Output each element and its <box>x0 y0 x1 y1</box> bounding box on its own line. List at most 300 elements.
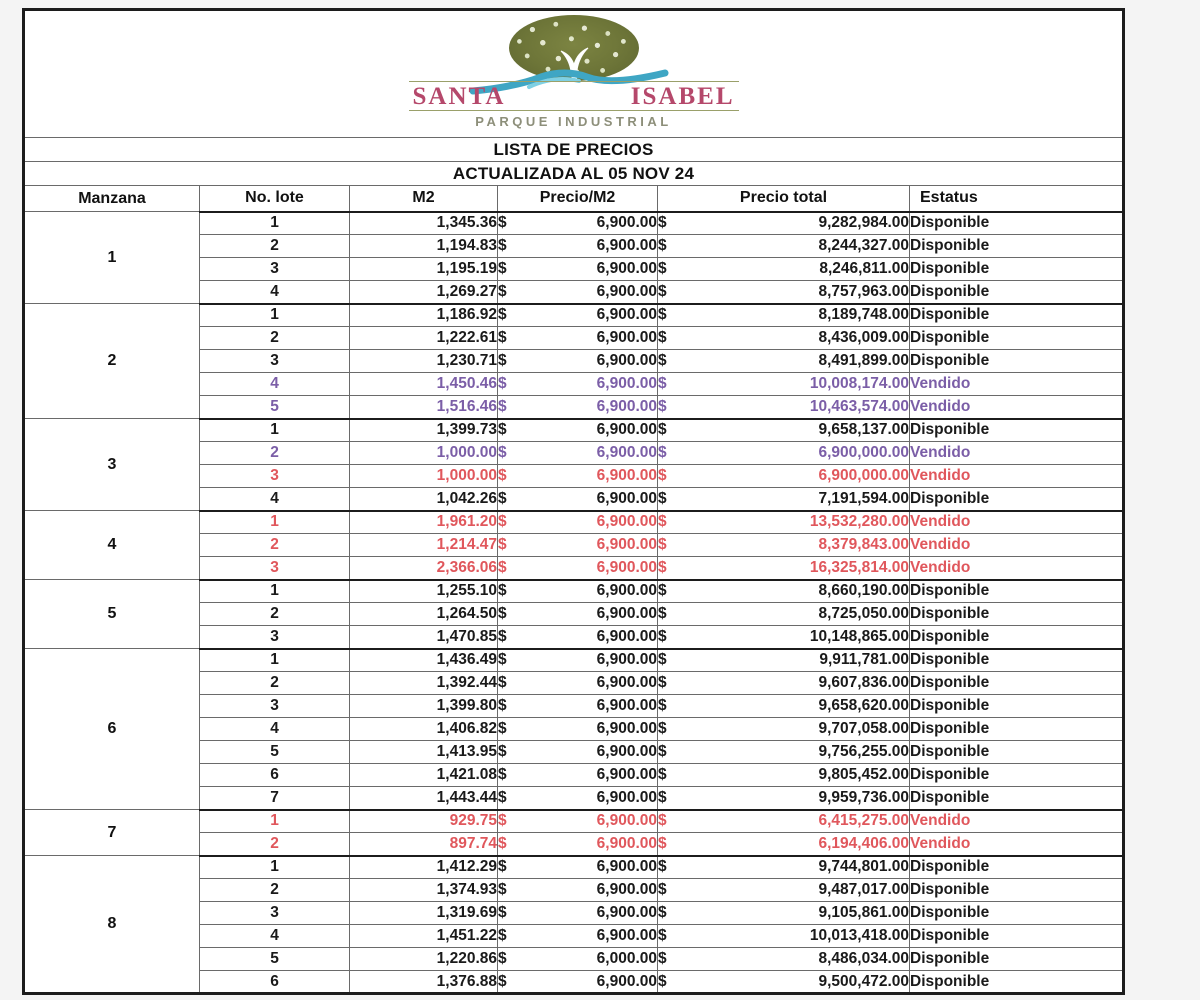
currency-symbol: $ <box>658 558 667 576</box>
lote-number: 4 <box>200 925 350 948</box>
lote-number: 1 <box>200 649 350 672</box>
lot-area-m2: 1,516.46 <box>350 396 498 419</box>
lot-area-m2: 929.75 <box>350 810 498 833</box>
price-per-m2-value: 6,900.00 <box>596 467 657 484</box>
price-per-m2 <box>498 948 658 971</box>
currency-symbol: $ <box>498 397 507 415</box>
total-price-value: 9,658,137.00 <box>818 421 909 439</box>
status-badge: Disponible <box>910 856 1124 879</box>
status-badge: Disponible <box>910 350 1124 373</box>
price-per-m2-value: 6,900.00 <box>596 329 657 346</box>
currency-symbol: $ <box>658 375 667 392</box>
table-row <box>24 810 1124 833</box>
currency-symbol: $ <box>498 881 507 898</box>
currency-symbol: $ <box>498 421 507 439</box>
currency-symbol: $ <box>498 904 507 921</box>
list-updated-date: ACTUALIZADA AL 05 NOV 24 <box>24 162 1124 186</box>
currency-symbol: $ <box>498 927 507 944</box>
total-price <box>658 373 910 396</box>
price-per-m2-value: 6,900.00 <box>596 444 657 461</box>
total-price-value: 9,911,781.00 <box>819 651 909 669</box>
brand-subtitle: PARQUE INDUSTRIAL <box>475 114 672 129</box>
total-price-value: 10,013,418.00 <box>809 927 909 944</box>
status-badge: Vendido <box>910 833 1124 856</box>
status-badge: Disponible <box>910 718 1124 741</box>
manzana-number: 3 <box>24 419 200 511</box>
total-price-value: 9,658,620.00 <box>818 697 909 714</box>
lote-number: 3 <box>200 465 350 488</box>
price-per-m2-value: 6,900.00 <box>596 904 657 921</box>
total-price-value: 10,463,574.00 <box>809 397 909 415</box>
manzana-number: 6 <box>24 649 200 810</box>
total-price-value: 8,244,327.00 <box>818 237 909 254</box>
lot-area-m2: 1,412.29 <box>350 856 498 879</box>
price-per-m2-value: 6,900.00 <box>596 513 657 531</box>
lote-number: 4 <box>200 718 350 741</box>
total-price-value: 6,194,406.00 <box>818 834 909 852</box>
lot-area-m2: 1,269.27 <box>350 281 498 304</box>
total-price <box>658 603 910 626</box>
total-price-value: 9,282,984.00 <box>818 214 909 232</box>
currency-symbol: $ <box>498 651 507 669</box>
total-price-value: 8,189,748.00 <box>818 306 909 324</box>
total-price <box>658 465 910 488</box>
manzana-number: 2 <box>24 304 200 419</box>
currency-symbol: $ <box>498 812 507 830</box>
currency-symbol: $ <box>658 674 667 691</box>
status-badge: Disponible <box>910 741 1124 764</box>
price-per-m2-value: 6,900.00 <box>596 788 657 806</box>
total-price <box>658 304 910 327</box>
total-price-value: 9,756,255.00 <box>818 743 909 760</box>
price-per-m2 <box>498 603 658 626</box>
status-badge: Disponible <box>910 488 1124 511</box>
price-per-m2-value: 6,900.00 <box>596 927 657 944</box>
currency-symbol: $ <box>498 627 507 645</box>
tree-logo-graphic <box>409 13 739 85</box>
lote-number: 3 <box>200 258 350 281</box>
total-price-value: 9,105,861.00 <box>818 904 909 921</box>
status-badge: Disponible <box>910 603 1124 626</box>
price-per-m2-value: 6,900.00 <box>596 558 657 576</box>
price-per-m2-value: 6,900.00 <box>596 834 657 852</box>
price-per-m2-value: 6,900.00 <box>596 674 657 691</box>
lote-number: 3 <box>200 695 350 718</box>
price-per-m2 <box>498 741 658 764</box>
total-price-value: 10,148,865.00 <box>809 627 909 645</box>
currency-symbol: $ <box>658 421 667 439</box>
currency-symbol: $ <box>658 627 667 645</box>
lote-number: 5 <box>200 396 350 419</box>
total-price <box>658 856 910 879</box>
currency-symbol: $ <box>498 352 507 369</box>
currency-symbol: $ <box>658 282 667 300</box>
price-per-m2 <box>498 304 658 327</box>
currency-symbol: $ <box>498 260 507 277</box>
status-badge: Disponible <box>910 258 1124 281</box>
lote-number: 4 <box>200 488 350 511</box>
currency-symbol: $ <box>658 397 667 415</box>
lot-area-m2: 1,220.86 <box>350 948 498 971</box>
lote-number: 7 <box>200 787 350 810</box>
price-per-m2-value: 6,900.00 <box>596 881 657 898</box>
lote-number: 2 <box>200 603 350 626</box>
currency-symbol: $ <box>658 927 667 944</box>
status-badge: Disponible <box>910 971 1124 994</box>
total-price-value: 6,900,000.00 <box>818 444 909 461</box>
lot-area-m2: 1,345.36 <box>350 212 498 235</box>
table-row <box>24 649 1124 672</box>
currency-symbol: $ <box>658 329 667 346</box>
total-price-value: 8,436,009.00 <box>818 329 909 346</box>
price-per-m2 <box>498 212 658 235</box>
currency-symbol: $ <box>498 214 507 232</box>
status-badge: Disponible <box>910 672 1124 695</box>
lote-number: 4 <box>200 281 350 304</box>
total-price <box>658 235 910 258</box>
currency-symbol: $ <box>498 444 507 461</box>
status-badge: Vendido <box>910 557 1124 580</box>
lot-area-m2: 1,186.92 <box>350 304 498 327</box>
price-per-m2 <box>498 971 658 994</box>
currency-symbol: $ <box>498 489 507 507</box>
total-price <box>658 442 910 465</box>
status-badge: Disponible <box>910 327 1124 350</box>
currency-symbol: $ <box>658 651 667 669</box>
lote-number: 3 <box>200 902 350 925</box>
currency-symbol: $ <box>658 858 667 876</box>
price-per-m2 <box>498 856 658 879</box>
lot-area-m2: 1,042.26 <box>350 488 498 511</box>
currency-symbol: $ <box>658 766 667 783</box>
header-estatus: Estatus <box>910 186 1124 212</box>
status-badge: Disponible <box>910 212 1124 235</box>
lot-area-m2: 1,194.83 <box>350 235 498 258</box>
price-per-m2 <box>498 258 658 281</box>
price-per-m2 <box>498 465 658 488</box>
price-per-m2-value: 6,900.00 <box>596 536 657 553</box>
lote-number: 5 <box>200 741 350 764</box>
lot-area-m2: 1,000.00 <box>350 465 498 488</box>
status-badge: Vendido <box>910 396 1124 419</box>
currency-symbol: $ <box>658 513 667 531</box>
total-price-value: 9,500,472.00 <box>818 972 909 990</box>
price-per-m2 <box>498 879 658 902</box>
lote-number: 2 <box>200 327 350 350</box>
currency-symbol: $ <box>498 674 507 691</box>
total-price-value: 9,707,058.00 <box>818 720 909 737</box>
status-badge: Disponible <box>910 281 1124 304</box>
total-price <box>658 948 910 971</box>
currency-symbol: $ <box>658 444 667 461</box>
total-price <box>658 787 910 810</box>
table-row <box>24 212 1124 235</box>
currency-symbol: $ <box>498 582 507 600</box>
price-per-m2 <box>498 580 658 603</box>
status-badge: Vendido <box>910 465 1124 488</box>
currency-symbol: $ <box>498 858 507 876</box>
total-price <box>658 258 910 281</box>
lot-area-m2: 1,470.85 <box>350 626 498 649</box>
price-per-m2 <box>498 534 658 557</box>
brand-word-right: ISABEL <box>630 83 735 110</box>
status-badge: Disponible <box>910 235 1124 258</box>
total-price <box>658 396 910 419</box>
price-per-m2 <box>498 925 658 948</box>
manzana-number: 4 <box>24 511 200 580</box>
total-price-value: 8,246,811.00 <box>819 260 909 277</box>
total-price <box>658 511 910 534</box>
manzana-number: 1 <box>24 212 200 304</box>
price-per-m2-value: 6,900.00 <box>596 306 657 324</box>
lote-number: 3 <box>200 350 350 373</box>
status-badge: Disponible <box>910 649 1124 672</box>
price-per-m2-value: 6,900.00 <box>596 375 657 392</box>
currency-symbol: $ <box>498 605 507 622</box>
company-logo <box>24 10 1124 138</box>
total-price-value: 9,607,836.00 <box>818 674 909 691</box>
lote-number: 6 <box>200 764 350 787</box>
total-price-value: 8,491,899.00 <box>818 352 909 369</box>
lot-area-m2: 1,413.95 <box>350 741 498 764</box>
status-badge: Vendido <box>910 810 1124 833</box>
total-price <box>658 626 910 649</box>
status-badge: Disponible <box>910 948 1124 971</box>
currency-symbol: $ <box>658 972 667 990</box>
price-per-m2 <box>498 626 658 649</box>
price-per-m2-value: 6,900.00 <box>596 743 657 760</box>
price-per-m2 <box>498 833 658 856</box>
price-per-m2-value: 6,900.00 <box>596 421 657 439</box>
price-per-m2 <box>498 902 658 925</box>
lote-number: 3 <box>200 557 350 580</box>
lot-area-m2: 1,443.44 <box>350 787 498 810</box>
price-per-m2 <box>498 488 658 511</box>
currency-symbol: $ <box>498 766 507 783</box>
header-manzana: Manzana <box>24 186 200 212</box>
currency-symbol: $ <box>658 881 667 898</box>
lote-number: 1 <box>200 419 350 442</box>
lote-number: 2 <box>200 879 350 902</box>
status-badge: Disponible <box>910 419 1124 442</box>
status-badge: Disponible <box>910 764 1124 787</box>
currency-symbol: $ <box>498 467 507 484</box>
total-price <box>658 925 910 948</box>
lote-number: 6 <box>200 971 350 994</box>
total-price-value: 8,379,843.00 <box>818 536 909 553</box>
status-badge: Vendido <box>910 511 1124 534</box>
table-row <box>24 304 1124 327</box>
currency-symbol: $ <box>498 329 507 346</box>
total-price <box>658 902 910 925</box>
total-price <box>658 879 910 902</box>
table-row <box>24 419 1124 442</box>
column-header-row <box>24 186 1124 212</box>
price-per-m2-value: 6,900.00 <box>596 352 657 369</box>
price-per-m2 <box>498 787 658 810</box>
list-title: LISTA DE PRECIOS <box>24 138 1124 162</box>
total-price-value: 8,757,963.00 <box>818 282 909 300</box>
price-per-m2 <box>498 327 658 350</box>
price-rows-body <box>24 212 1124 994</box>
total-price <box>658 718 910 741</box>
price-per-m2 <box>498 649 658 672</box>
price-per-m2-value: 6,900.00 <box>596 237 657 254</box>
currency-symbol: $ <box>658 904 667 921</box>
price-per-m2 <box>498 557 658 580</box>
lot-area-m2: 1,961.20 <box>350 511 498 534</box>
currency-symbol: $ <box>498 743 507 760</box>
status-badge: Disponible <box>910 879 1124 902</box>
brand-word-left: SANTA <box>412 83 506 110</box>
lot-area-m2: 1,222.61 <box>350 327 498 350</box>
status-badge: Vendido <box>910 442 1124 465</box>
header-m2: M2 <box>350 186 498 212</box>
total-price <box>658 419 910 442</box>
price-per-m2 <box>498 235 658 258</box>
currency-symbol: $ <box>498 788 507 806</box>
lote-number: 5 <box>200 948 350 971</box>
total-price <box>658 741 910 764</box>
price-per-m2 <box>498 419 658 442</box>
lot-area-m2: 1,255.10 <box>350 580 498 603</box>
total-price-value: 8,725,050.00 <box>818 605 909 622</box>
total-price <box>658 672 910 695</box>
price-per-m2 <box>498 511 658 534</box>
lote-number: 1 <box>200 511 350 534</box>
price-per-m2-value: 6,900.00 <box>596 651 657 669</box>
lot-area-m2: 1,230.71 <box>350 350 498 373</box>
currency-symbol: $ <box>498 306 507 324</box>
header-lote: No. lote <box>200 186 350 212</box>
total-price-value: 8,660,190.00 <box>818 582 909 600</box>
lote-number: 2 <box>200 235 350 258</box>
total-price-value: 9,805,452.00 <box>818 766 909 783</box>
lote-number: 4 <box>200 373 350 396</box>
manzana-number: 8 <box>24 856 200 994</box>
total-price <box>658 488 910 511</box>
lot-area-m2: 1,399.73 <box>350 419 498 442</box>
price-per-m2-value: 6,900.00 <box>596 397 657 415</box>
price-per-m2-value: 6,900.00 <box>596 282 657 300</box>
total-price <box>658 350 910 373</box>
lot-area-m2: 1,376.88 <box>350 971 498 994</box>
total-price-value: 9,744,801.00 <box>818 858 909 876</box>
price-per-m2 <box>498 442 658 465</box>
total-price-value: 7,191,594.00 <box>818 489 909 507</box>
currency-symbol: $ <box>658 605 667 622</box>
currency-symbol: $ <box>658 720 667 737</box>
table-row <box>24 511 1124 534</box>
price-per-m2-value: 6,900.00 <box>596 260 657 277</box>
lot-area-m2: 1,392.44 <box>350 672 498 695</box>
price-per-m2 <box>498 810 658 833</box>
lot-area-m2: 1,450.46 <box>350 373 498 396</box>
currency-symbol: $ <box>498 558 507 576</box>
price-per-m2 <box>498 373 658 396</box>
lot-area-m2: 1,264.50 <box>350 603 498 626</box>
status-badge: Vendido <box>910 534 1124 557</box>
total-price <box>658 810 910 833</box>
lote-number: 2 <box>200 534 350 557</box>
currency-symbol: $ <box>498 513 507 531</box>
lote-number: 3 <box>200 626 350 649</box>
currency-symbol: $ <box>658 467 667 484</box>
price-per-m2-value: 6,900.00 <box>596 720 657 737</box>
lot-area-m2: 1,451.22 <box>350 925 498 948</box>
total-price <box>658 695 910 718</box>
lote-number: 1 <box>200 212 350 235</box>
currency-symbol: $ <box>658 950 667 967</box>
currency-symbol: $ <box>658 306 667 324</box>
price-list-table <box>22 8 1125 995</box>
lote-number: 2 <box>200 442 350 465</box>
status-badge: Disponible <box>910 902 1124 925</box>
price-per-m2 <box>498 281 658 304</box>
price-per-m2 <box>498 396 658 419</box>
brand-name <box>409 81 739 111</box>
title-row-2 <box>24 162 1124 186</box>
currency-symbol: $ <box>658 352 667 369</box>
total-price-value: 6,900,000.00 <box>818 467 909 484</box>
manzana-number: 5 <box>24 580 200 649</box>
currency-symbol: $ <box>658 536 667 553</box>
lot-area-m2: 1,406.82 <box>350 718 498 741</box>
lot-area-m2: 1,000.00 <box>350 442 498 465</box>
currency-symbol: $ <box>498 972 507 990</box>
price-per-m2 <box>498 718 658 741</box>
currency-symbol: $ <box>658 788 667 806</box>
lot-area-m2: 1,374.93 <box>350 879 498 902</box>
lot-area-m2: 1,399.80 <box>350 695 498 718</box>
total-price <box>658 764 910 787</box>
price-per-m2-value: 6,900.00 <box>596 582 657 600</box>
total-price <box>658 971 910 994</box>
manzana-number: 7 <box>24 810 200 856</box>
currency-symbol: $ <box>658 237 667 254</box>
lot-area-m2: 1,214.47 <box>350 534 498 557</box>
header-precio-total: Precio total <box>658 186 910 212</box>
price-per-m2-value: 6,000.00 <box>596 950 657 967</box>
price-per-m2-value: 6,900.00 <box>596 812 657 830</box>
currency-symbol: $ <box>498 282 507 300</box>
currency-symbol: $ <box>658 743 667 760</box>
header-precio-m2: Precio/M2 <box>498 186 658 212</box>
price-per-m2-value: 6,900.00 <box>596 858 657 876</box>
price-per-m2-value: 6,900.00 <box>596 627 657 645</box>
price-per-m2-value: 6,900.00 <box>596 605 657 622</box>
price-per-m2-value: 6,900.00 <box>596 972 657 990</box>
title-row-1 <box>24 138 1124 162</box>
status-badge: Disponible <box>910 925 1124 948</box>
logo-row <box>24 10 1124 138</box>
price-per-m2-value: 6,900.00 <box>596 697 657 714</box>
price-per-m2 <box>498 695 658 718</box>
lot-area-m2: 1,436.49 <box>350 649 498 672</box>
total-price-value: 8,486,034.00 <box>818 950 909 967</box>
price-per-m2 <box>498 350 658 373</box>
currency-symbol: $ <box>658 489 667 507</box>
lote-number: 1 <box>200 304 350 327</box>
currency-symbol: $ <box>498 834 507 852</box>
currency-symbol: $ <box>658 812 667 830</box>
status-badge: Disponible <box>910 787 1124 810</box>
total-price <box>658 534 910 557</box>
lote-number: 2 <box>200 672 350 695</box>
currency-symbol: $ <box>658 697 667 714</box>
total-price-value: 16,325,814.00 <box>809 558 909 576</box>
lot-area-m2: 897.74 <box>350 833 498 856</box>
